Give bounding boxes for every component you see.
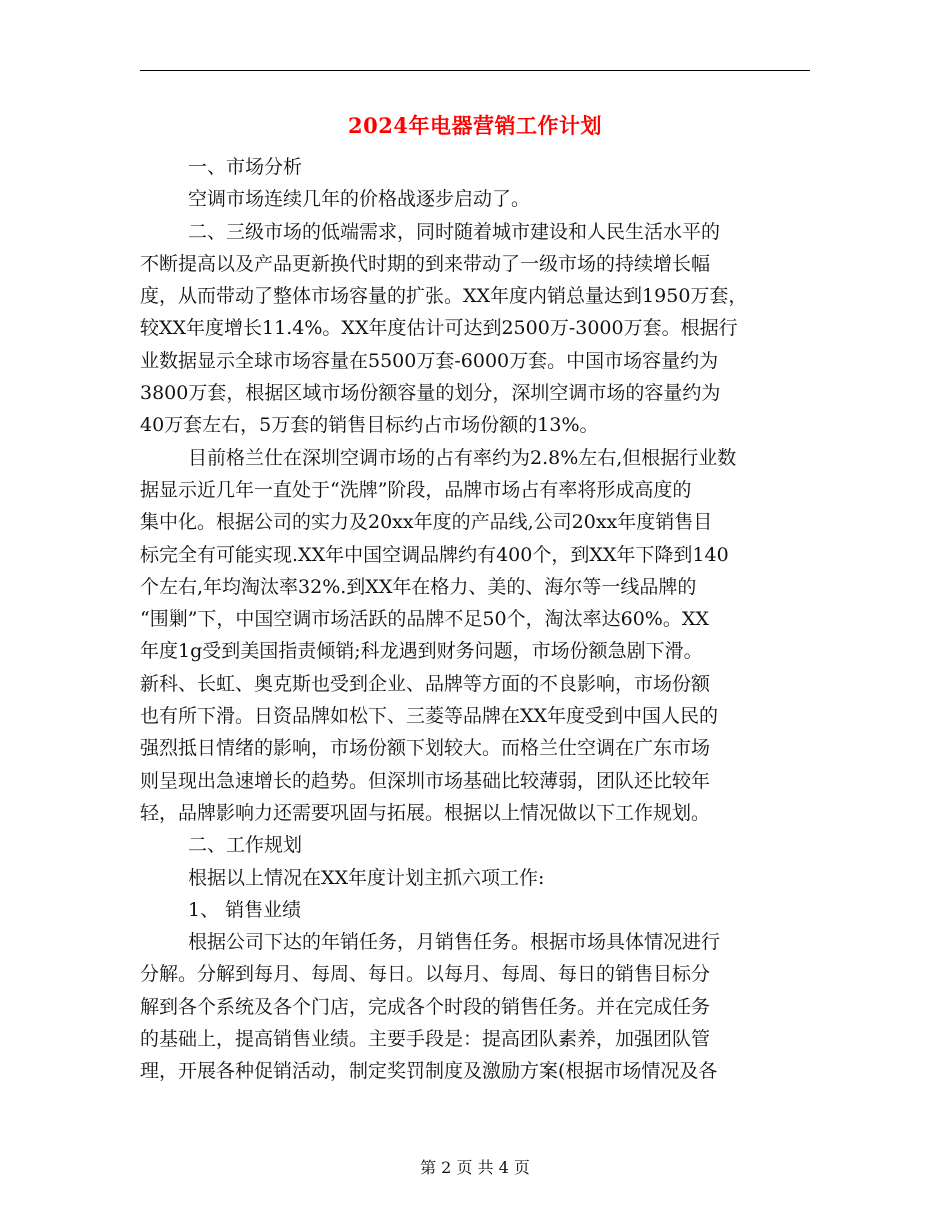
body-line: 年度1g受到美国指责倾销;科龙遇到财务问题，市场份额急剧下滑。 — [140, 640, 703, 663]
body-line: 分解。分解到每月、每周、每日。以每月、每周、每日的销售目标分 — [140, 963, 711, 986]
body-line: 二、三级市场的低端需求，同时随着城市建设和人民生活水平的 — [188, 220, 721, 243]
body-line: 强烈抵日情绪的影响，市场份额下划较大。而格兰仕空调在广东市场 — [140, 737, 711, 760]
body-line: 新科、长虹、奥克斯也受到企业、品牌等方面的不良影响，市场份额 — [140, 672, 711, 695]
document-body — [140, 151, 810, 1088]
body-line: 目前格兰仕在深圳空调市场的占有率约为2.8%左右,但根据行业数 — [188, 446, 737, 469]
body-line: 个左右,年均淘汰率32%.到XX年在格力、美的、海尔等一线品牌的 — [140, 575, 697, 598]
body-line: 标完全有可能实现.XX年中国空调品牌约有400个，到XX年下降到140 — [140, 543, 729, 566]
body-line: 根据以上情况在XX年度计划主抓六项工作: — [188, 866, 545, 889]
page-footer: 第 2 页 共 4 页 — [420, 1158, 530, 1177]
body-line: 1、 销售业绩 — [188, 898, 302, 921]
body-line: 一、市场分析 — [188, 156, 303, 178]
body-line: 不断提高以及产品更新换代时期的到来带动了一级市场的持续增长幅 — [140, 252, 711, 275]
body-line: 理，开展各种促销活动，制定奖罚制度及激励方案(根据市场情况及各 — [140, 1060, 718, 1083]
body-line: 40万套左右，5万套的销售目标约占市场份额的13%。 — [140, 414, 599, 437]
body-line: 也有所下滑。日资品牌如松下、三菱等品牌在XX年度受到中国人民的 — [140, 705, 719, 728]
body-line: 较XX年度增长11.4%。XX年度估计可达到2500万-3000万套。根据行 — [140, 317, 738, 340]
body-line: 3800万套，根据区域市场份额容量的划分，深圳空调市场的容量约为 — [140, 382, 721, 405]
body-line: 度，从而带动了整体市场容量的扩张。XX年度内销总量达到1950万套， — [140, 285, 748, 308]
body-line: 解到各个系统及各个门店，完成各个时段的销售任务。并在完成任务 — [140, 995, 711, 1018]
body-line: 则呈现出急速增长的趋势。但深圳市场基础比较薄弱，团队还比较年 — [140, 769, 711, 792]
body-line: 集中化。根据公司的实力及20xx年度的产品线,公司20xx年度销售目 — [140, 511, 713, 534]
body-line: 业数据显示全球市场容量在5500万套-6000万套。中国市场容量约为 — [140, 349, 719, 372]
body-line: 根据公司下达的年销任务，月销售任务。根据市场具体情况进行 — [188, 931, 721, 954]
body-line: 据显示近几年一直处于“洗牌”阶段，品牌市场占有率将形成高度的 — [140, 478, 692, 501]
document-title: 2024年电器营销工作计划 — [348, 113, 602, 138]
body-line: 二、工作规划 — [188, 834, 303, 857]
body-line: 空调市场连续几年的价格战逐步启动了。 — [188, 188, 531, 211]
header-rule — [140, 70, 810, 71]
body-line: 轻，品牌影响力还需要巩固与拓展。根据以上情况做以下工作规划。 — [140, 801, 711, 824]
body-line: 的基础上，提高销售业绩。主要手段是：提高团队素养，加强团队管 — [140, 1028, 711, 1051]
body-line: “围剿”下，中国空调市场活跃的品牌不足50个，淘汰率达60%。XX — [140, 608, 709, 631]
